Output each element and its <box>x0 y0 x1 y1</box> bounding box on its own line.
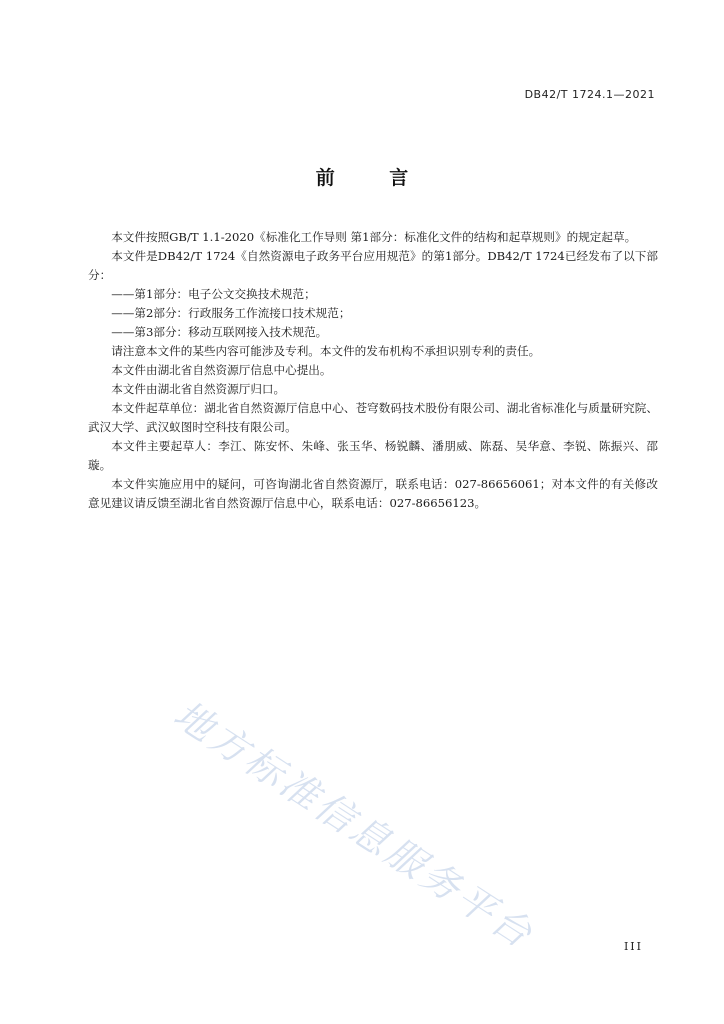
paragraph-series-intro: 本文件是DB42/T 1724《自然资源电子政务平台应用规范》的第1部分。DB42/T 1724已经发布了以下部分： <box>88 249 658 282</box>
paragraph-proposer: 本文件由湖北省自然资源厅信息中心提出。 <box>111 363 332 377</box>
list-item-part-3: ——第3部分：移动互联网接入技术规范。 <box>111 325 328 339</box>
page-title: 前 言 <box>315 167 433 189</box>
paragraph-contact: 本文件实施应用中的疑问，可咨询湖北省自然资源厅，联系电话：027-86656061；对本文件的有关修改意见建议请反馈至湖北省自然资源厅信息中心，联系电话：027-86656123。 <box>88 477 658 510</box>
list-item-part-2: ——第2部分：行政服务工作流接口技术规范； <box>111 306 351 320</box>
paragraph-centralized-unit: 本文件由湖北省自然资源厅归口。 <box>111 382 286 396</box>
list-item-part-1: ——第1部分：电子公文交换技术规范； <box>111 287 316 301</box>
watermark: 地方标准信息服务平台 <box>166 691 543 958</box>
document-code: DB42/T 1724.1—2021 <box>524 88 655 101</box>
page-number: III <box>623 940 643 953</box>
paragraph-drafters: 本文件主要起草人：李江、陈安怀、朱峰、张玉华、杨锐麟、潘朋威、陈磊、吴华意、李锐、陈振兴、邵璇。 <box>88 439 658 472</box>
foreword-body <box>88 228 658 513</box>
paragraph-drafting-rules: 本文件按照GB/T 1.1-2020《标准化工作导则 第1部分：标准化文件的结构和起草规则》的规定起草。 <box>111 230 637 244</box>
paragraph-patent-notice: 请注意本文件的某些内容可能涉及专利。本文件的发布机构不承担识别专利的责任。 <box>111 344 541 358</box>
paragraph-drafting-units: 本文件起草单位：湖北省自然资源厅信息中心、苍穹数码技术股份有限公司、湖北省标准化与质量研究院、武汉大学、武汉蚁图时空科技有限公司。 <box>88 401 658 434</box>
